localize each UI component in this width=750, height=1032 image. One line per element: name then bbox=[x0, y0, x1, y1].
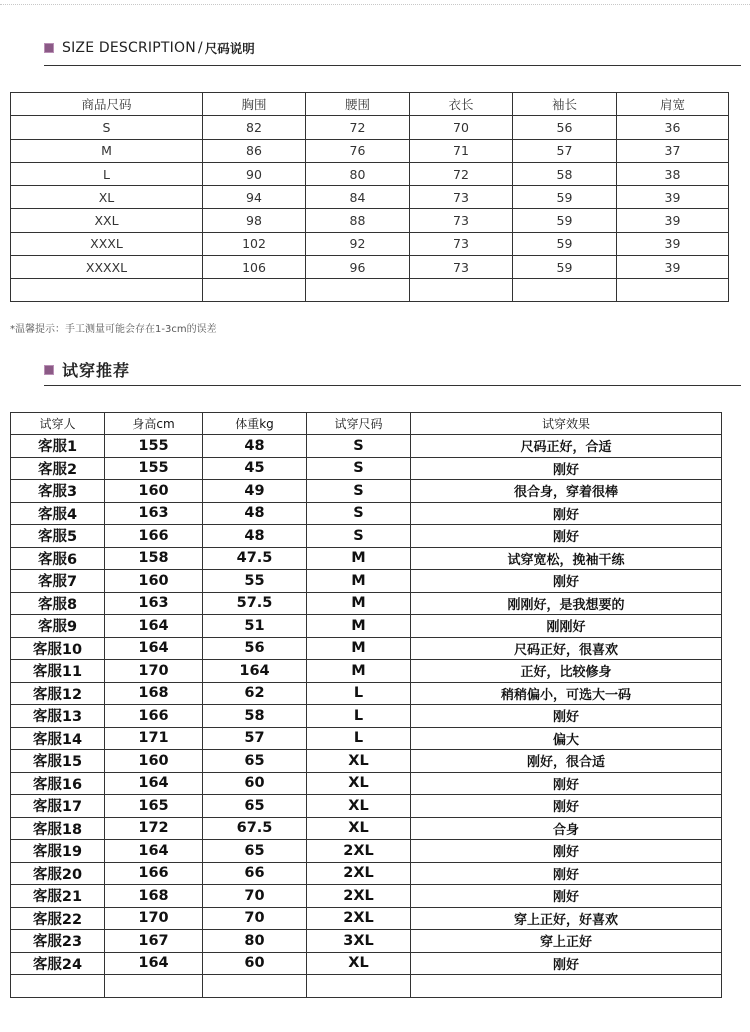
try-table-cell: 167 bbox=[105, 930, 203, 953]
try-table-cell: 2XL bbox=[307, 862, 411, 885]
try-table-cell: 客服7 bbox=[11, 570, 105, 593]
try-table-row bbox=[11, 637, 722, 660]
try-table-cell: 168 bbox=[105, 885, 203, 908]
try-table-cell: 刚刚好，是我想要的 bbox=[411, 592, 722, 615]
try-table-cell: 客服3 bbox=[11, 480, 105, 503]
try-table-cell: 160 bbox=[105, 750, 203, 773]
size-table-cell: 57 bbox=[513, 139, 617, 162]
size-table-row bbox=[11, 116, 729, 139]
measurement-note: *温馨提示：手工测量可能会存在1-3cm的误差 bbox=[10, 324, 217, 335]
try-title: 试穿推荐 bbox=[62, 361, 131, 380]
try-table-cell: 客服15 bbox=[11, 750, 105, 773]
try-table-cell: 166 bbox=[105, 705, 203, 728]
size-table-cell: 39 bbox=[617, 256, 729, 279]
size-table-cell: 94 bbox=[203, 186, 306, 209]
size-table-cell: M bbox=[11, 139, 203, 162]
size-table-cell: 73 bbox=[410, 256, 513, 279]
try-table-cell: 客服1 bbox=[11, 435, 105, 458]
try-table-cell: 172 bbox=[105, 817, 203, 840]
size-table-cell: 39 bbox=[617, 186, 729, 209]
try-table-row bbox=[11, 795, 722, 818]
try-table-cell: 51 bbox=[203, 615, 307, 638]
try-table-empty-cell bbox=[411, 975, 722, 998]
try-table-row bbox=[11, 727, 722, 750]
try-table-empty-cell bbox=[105, 975, 203, 998]
size-table-cell: 59 bbox=[513, 256, 617, 279]
try-table-row bbox=[11, 952, 722, 975]
try-table-row bbox=[11, 885, 722, 908]
try-table-row bbox=[11, 525, 722, 548]
try-table-cell: 合身 bbox=[411, 817, 722, 840]
size-table-empty-cell bbox=[306, 279, 410, 302]
try-table-cell: 158 bbox=[105, 547, 203, 570]
try-table-cell: 客服12 bbox=[11, 682, 105, 705]
try-table-cell: 160 bbox=[105, 480, 203, 503]
size-table-column-header: 商品尺码 bbox=[11, 93, 203, 116]
try-table-cell: 155 bbox=[105, 435, 203, 458]
try-table-cell: 很合身，穿着很棒 bbox=[411, 480, 722, 503]
try-table-cell: 48 bbox=[203, 435, 307, 458]
size-table-cell: 59 bbox=[513, 232, 617, 255]
try-table-row bbox=[11, 840, 722, 863]
try-table-cell: 3XL bbox=[307, 930, 411, 953]
size-section-heading bbox=[44, 39, 255, 57]
try-table-row bbox=[11, 705, 722, 728]
try-table-column-header: 试穿尺码 bbox=[307, 413, 411, 435]
size-table-empty-row bbox=[11, 279, 729, 302]
try-table-cell: 刚好 bbox=[411, 840, 722, 863]
try-table-cell: 刚刚好 bbox=[411, 615, 722, 638]
try-table-cell: 170 bbox=[105, 907, 203, 930]
try-table-cell: M bbox=[307, 637, 411, 660]
size-table-header-row bbox=[11, 93, 729, 116]
try-table-cell: 刚好 bbox=[411, 705, 722, 728]
try-table-cell: 刚好，很合适 bbox=[411, 750, 722, 773]
try-table-cell: 60 bbox=[203, 772, 307, 795]
size-table-empty-cell bbox=[203, 279, 306, 302]
size-table-empty-cell bbox=[11, 279, 203, 302]
size-table-cell: 90 bbox=[203, 162, 306, 185]
size-table-row bbox=[11, 162, 729, 185]
size-table-cell: XXL bbox=[11, 209, 203, 232]
try-table-row bbox=[11, 615, 722, 638]
try-table-cell: 65 bbox=[203, 795, 307, 818]
try-table-cell: 65 bbox=[203, 840, 307, 863]
try-table-cell: L bbox=[307, 705, 411, 728]
try-section-heading bbox=[44, 358, 130, 381]
try-table-cell: XL bbox=[307, 795, 411, 818]
try-table-cell: 客服2 bbox=[11, 457, 105, 480]
try-table-cell: 56 bbox=[203, 637, 307, 660]
try-table-cell: 客服22 bbox=[11, 907, 105, 930]
size-title-separator: / bbox=[197, 40, 203, 56]
try-table-cell: 155 bbox=[105, 457, 203, 480]
size-table-cell: XL bbox=[11, 186, 203, 209]
try-table-cell: 刚好 bbox=[411, 457, 722, 480]
try-table-cell: 48 bbox=[203, 502, 307, 525]
try-table-cell: 刚好 bbox=[411, 885, 722, 908]
try-table-cell: 刚好 bbox=[411, 952, 722, 975]
try-table-cell: 164 bbox=[203, 660, 307, 683]
size-heading-rule bbox=[44, 65, 741, 66]
try-table-row bbox=[11, 502, 722, 525]
size-table-column-header: 衣长 bbox=[410, 93, 513, 116]
try-table-column-header: 体重kg bbox=[203, 413, 307, 435]
try-table-row bbox=[11, 660, 722, 683]
try-table-empty-row bbox=[11, 975, 722, 998]
try-table-column-header: 试穿效果 bbox=[411, 413, 722, 435]
try-table-cell: 2XL bbox=[307, 907, 411, 930]
size-table-row bbox=[11, 256, 729, 279]
try-table-cell: 62 bbox=[203, 682, 307, 705]
try-table-cell: 穿上正好 bbox=[411, 930, 722, 953]
try-table-cell: 171 bbox=[105, 727, 203, 750]
size-table-cell: 73 bbox=[410, 209, 513, 232]
try-table-cell: 客服6 bbox=[11, 547, 105, 570]
size-title-en: SIZE DESCRIPTION bbox=[62, 40, 196, 56]
try-table-cell: 试穿宽松，挽袖干练 bbox=[411, 547, 722, 570]
try-table-empty-cell bbox=[307, 975, 411, 998]
size-table-cell: 92 bbox=[306, 232, 410, 255]
try-table-column-header: 身高cm bbox=[105, 413, 203, 435]
try-table-cell: 稍稍偏小，可选大一码 bbox=[411, 682, 722, 705]
size-table-cell: 106 bbox=[203, 256, 306, 279]
try-table-row bbox=[11, 457, 722, 480]
size-table-cell: XXXL bbox=[11, 232, 203, 255]
size-table-cell: 82 bbox=[203, 116, 306, 139]
try-table-cell: 164 bbox=[105, 772, 203, 795]
try-table-cell: 168 bbox=[105, 682, 203, 705]
try-table-cell: 客服21 bbox=[11, 885, 105, 908]
try-table-cell: 客服17 bbox=[11, 795, 105, 818]
size-table-cell: 37 bbox=[617, 139, 729, 162]
try-table-row bbox=[11, 817, 722, 840]
square-bullet-icon bbox=[44, 43, 54, 53]
try-table-cell: 刚好 bbox=[411, 795, 722, 818]
size-table-column-header: 腰围 bbox=[306, 93, 410, 116]
try-table-cell: XL bbox=[307, 952, 411, 975]
try-table-cell: M bbox=[307, 660, 411, 683]
size-table-column-header: 袖长 bbox=[513, 93, 617, 116]
size-table-cell: 71 bbox=[410, 139, 513, 162]
size-table-cell: 80 bbox=[306, 162, 410, 185]
size-table-row bbox=[11, 209, 729, 232]
try-table-cell: 166 bbox=[105, 862, 203, 885]
try-table-cell: 客服19 bbox=[11, 840, 105, 863]
try-table-cell: 刚好 bbox=[411, 502, 722, 525]
try-table-cell: 客服11 bbox=[11, 660, 105, 683]
size-table-cell: 102 bbox=[203, 232, 306, 255]
try-table-cell: S bbox=[307, 480, 411, 503]
size-table-cell: 36 bbox=[617, 116, 729, 139]
try-table-header-row bbox=[11, 413, 722, 435]
try-heading-rule bbox=[44, 385, 741, 386]
size-table-column-header: 胸围 bbox=[203, 93, 306, 116]
try-table-cell: 58 bbox=[203, 705, 307, 728]
size-table-cell: 38 bbox=[617, 162, 729, 185]
try-table-cell: 164 bbox=[105, 952, 203, 975]
try-table-cell: 80 bbox=[203, 930, 307, 953]
try-table-cell: 47.5 bbox=[203, 547, 307, 570]
try-table-cell: 170 bbox=[105, 660, 203, 683]
try-table-cell: 客服8 bbox=[11, 592, 105, 615]
try-table-cell: 2XL bbox=[307, 885, 411, 908]
try-table-row bbox=[11, 862, 722, 885]
size-table-cell: 39 bbox=[617, 209, 729, 232]
try-table-cell: L bbox=[307, 727, 411, 750]
try-table-empty-cell bbox=[203, 975, 307, 998]
size-table-cell: 86 bbox=[203, 139, 306, 162]
try-table-cell: 60 bbox=[203, 952, 307, 975]
try-table-empty-cell bbox=[11, 975, 105, 998]
try-table-cell: 49 bbox=[203, 480, 307, 503]
try-table-cell: 66 bbox=[203, 862, 307, 885]
try-table-row bbox=[11, 435, 722, 458]
try-table-cell: 尺码正好，合适 bbox=[411, 435, 722, 458]
try-table-cell: M bbox=[307, 547, 411, 570]
size-table-cell: 73 bbox=[410, 232, 513, 255]
try-table-cell: 45 bbox=[203, 457, 307, 480]
try-table-cell: XL bbox=[307, 817, 411, 840]
try-table-cell: 70 bbox=[203, 907, 307, 930]
size-table-cell: L bbox=[11, 162, 203, 185]
size-table-row bbox=[11, 186, 729, 209]
try-table-cell: 客服16 bbox=[11, 772, 105, 795]
try-table-cell: 48 bbox=[203, 525, 307, 548]
try-table-cell: 客服23 bbox=[11, 930, 105, 953]
try-table-cell: 刚好 bbox=[411, 772, 722, 795]
size-table-cell: XXXXL bbox=[11, 256, 203, 279]
try-table-cell: 偏大 bbox=[411, 727, 722, 750]
try-table-row bbox=[11, 682, 722, 705]
try-table-cell: 163 bbox=[105, 592, 203, 615]
size-table-column-header: 肩宽 bbox=[617, 93, 729, 116]
size-table-empty-cell bbox=[410, 279, 513, 302]
top-dotted-divider bbox=[0, 4, 750, 5]
try-table-cell: 穿上正好，好喜欢 bbox=[411, 907, 722, 930]
try-table-cell: L bbox=[307, 682, 411, 705]
try-table-cell: M bbox=[307, 615, 411, 638]
size-table-cell: 88 bbox=[306, 209, 410, 232]
size-title-zh: 尺码说明 bbox=[204, 41, 255, 56]
size-table-cell: 58 bbox=[513, 162, 617, 185]
try-table-cell: 客服5 bbox=[11, 525, 105, 548]
try-table-cell: XL bbox=[307, 772, 411, 795]
square-bullet-icon bbox=[44, 365, 54, 375]
try-table-cell: S bbox=[307, 435, 411, 458]
size-table-empty-cell bbox=[617, 279, 729, 302]
size-table-cell: 73 bbox=[410, 186, 513, 209]
try-table-cell: 客服4 bbox=[11, 502, 105, 525]
try-table-cell: 57.5 bbox=[203, 592, 307, 615]
try-table-cell: 刚好 bbox=[411, 862, 722, 885]
try-table-cell: S bbox=[307, 457, 411, 480]
try-table-row bbox=[11, 592, 722, 615]
try-table-cell: 刚好 bbox=[411, 570, 722, 593]
try-table-cell: 尺码正好，很喜欢 bbox=[411, 637, 722, 660]
size-table-empty-cell bbox=[513, 279, 617, 302]
size-table-cell: 76 bbox=[306, 139, 410, 162]
size-table-cell: 59 bbox=[513, 209, 617, 232]
try-table-cell: 客服13 bbox=[11, 705, 105, 728]
try-table-cell: 165 bbox=[105, 795, 203, 818]
try-table-cell: XL bbox=[307, 750, 411, 773]
try-table-cell: 164 bbox=[105, 615, 203, 638]
try-table-row bbox=[11, 570, 722, 593]
try-table-cell: 164 bbox=[105, 637, 203, 660]
size-table-cell: 59 bbox=[513, 186, 617, 209]
try-table-cell: 刚好 bbox=[411, 525, 722, 548]
try-table-cell: 正好，比较修身 bbox=[411, 660, 722, 683]
try-table-cell: 客服14 bbox=[11, 727, 105, 750]
size-table-cell: 56 bbox=[513, 116, 617, 139]
try-table-cell: S bbox=[307, 525, 411, 548]
size-table bbox=[10, 92, 729, 302]
size-table-row bbox=[11, 139, 729, 162]
try-table-cell: 166 bbox=[105, 525, 203, 548]
try-table-cell: 160 bbox=[105, 570, 203, 593]
size-table-cell: S bbox=[11, 116, 203, 139]
try-table-cell: 客服24 bbox=[11, 952, 105, 975]
try-table-row bbox=[11, 772, 722, 795]
size-table-row bbox=[11, 232, 729, 255]
try-table-cell: 163 bbox=[105, 502, 203, 525]
try-on-table bbox=[10, 412, 722, 998]
try-table-row bbox=[11, 547, 722, 570]
try-table-cell: 客服9 bbox=[11, 615, 105, 638]
try-table-cell: 164 bbox=[105, 840, 203, 863]
try-table-cell: 客服18 bbox=[11, 817, 105, 840]
try-table-row bbox=[11, 930, 722, 953]
try-table-cell: 客服10 bbox=[11, 637, 105, 660]
try-table-cell: M bbox=[307, 570, 411, 593]
try-table-cell: 客服20 bbox=[11, 862, 105, 885]
try-table-cell: 57 bbox=[203, 727, 307, 750]
try-table-cell: 2XL bbox=[307, 840, 411, 863]
try-table-cell: 55 bbox=[203, 570, 307, 593]
size-table-cell: 84 bbox=[306, 186, 410, 209]
try-table-row bbox=[11, 907, 722, 930]
try-table-cell: S bbox=[307, 502, 411, 525]
size-table-cell: 98 bbox=[203, 209, 306, 232]
size-table-cell: 72 bbox=[410, 162, 513, 185]
size-table-cell: 72 bbox=[306, 116, 410, 139]
try-table-row bbox=[11, 480, 722, 503]
size-table-cell: 39 bbox=[617, 232, 729, 255]
try-table-cell: 67.5 bbox=[203, 817, 307, 840]
try-table-cell: 70 bbox=[203, 885, 307, 908]
try-table-row bbox=[11, 750, 722, 773]
size-table-cell: 70 bbox=[410, 116, 513, 139]
try-table-column-header: 试穿人 bbox=[11, 413, 105, 435]
try-table-cell: 65 bbox=[203, 750, 307, 773]
size-table-cell: 96 bbox=[306, 256, 410, 279]
try-table-cell: M bbox=[307, 592, 411, 615]
